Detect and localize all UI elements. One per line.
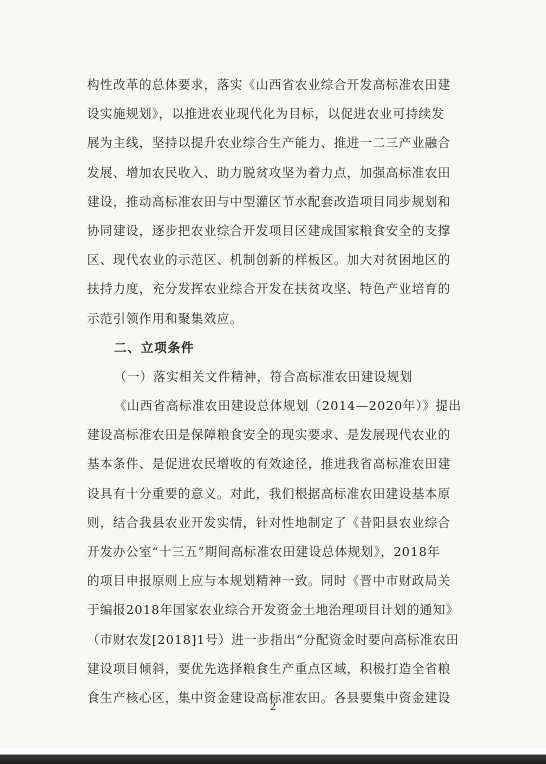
subsection-heading: （一）落实相关文件精神，符合高标准农田建设规划	[114, 368, 413, 384]
paragraph-line: 则，结合我县农业开发实情，针对性地制定了《昔阳县农业综合	[87, 514, 451, 530]
scan-bottom-edge	[0, 748, 546, 764]
paragraph-line: 食生产核心区，集中资金建设高标准农田。各县要集中资金建设	[87, 689, 451, 705]
paragraph-line: 展为主线，坚持以提升农业综合生产能力、推进一二三产业融合	[87, 135, 451, 151]
page-number: 2	[269, 702, 277, 713]
paragraph-line: 设实施规划》，以推进农业现代化为目标，以促进农业可持续发	[87, 106, 445, 122]
document-body	[87, 70, 497, 712]
paragraph-line: 发展、增加农民收入、助力脱贫攻坚为着力点，加强高标准农田	[87, 164, 451, 180]
paragraph-line: 扶持力度，充分发挥农业综合开发在扶贫攻坚、特色产业培育的	[87, 281, 451, 297]
paragraph-line: （市财农发[2018]1号）进一步指出“分配资金时要向高标准农田	[87, 631, 459, 647]
paragraph-line: 《山西省高标准农田建设总体规划（2014—2020年）》提出	[114, 398, 462, 414]
paragraph-line: 区、现代农业的示范区、机制创新的样板区。加大对贫困地区的	[87, 252, 451, 268]
paragraph-line: 建设，推动高标准农田与中型灌区节水配套改造项目同步规划和	[87, 193, 451, 209]
paragraph-line: 示范引领作用和聚集效应。	[87, 310, 243, 326]
paragraph-line: 协同建设，逐步把农业综合开发项目区建成国家粮食安全的支撑	[87, 222, 451, 238]
paragraph-line: 开发办公室“十三五”期间高标准农田建设总体规划》，2018年	[87, 544, 441, 559]
paragraph-line: 建设高标准农田是保障粮食安全的现实要求、是发展现代农业的	[87, 427, 451, 443]
paragraph-line: 基本条件、是促进农民增收的有效途径，推进我省高标准农田建	[87, 456, 451, 472]
paragraph-line: 于编报2018年国家农业综合开发资金土地治理项目计划的通知》	[87, 602, 459, 618]
section-heading: 二、立项条件	[114, 339, 195, 355]
paragraph-line: 设具有十分重要的意义。对此，我们根据高标准农田建设基本原	[87, 485, 451, 501]
paragraph-line: 构性改革的总体要求，落实《山西省农业综合开发高标准农田建	[87, 77, 451, 92]
paragraph-line: 建设项目倾斜，要优先选择粮食生产重点区域，积极打造全省粮	[87, 660, 451, 676]
paragraph-line: 的项目申报原则上应与本规划精神一致。同时《晋中市财政局关	[87, 573, 451, 589]
